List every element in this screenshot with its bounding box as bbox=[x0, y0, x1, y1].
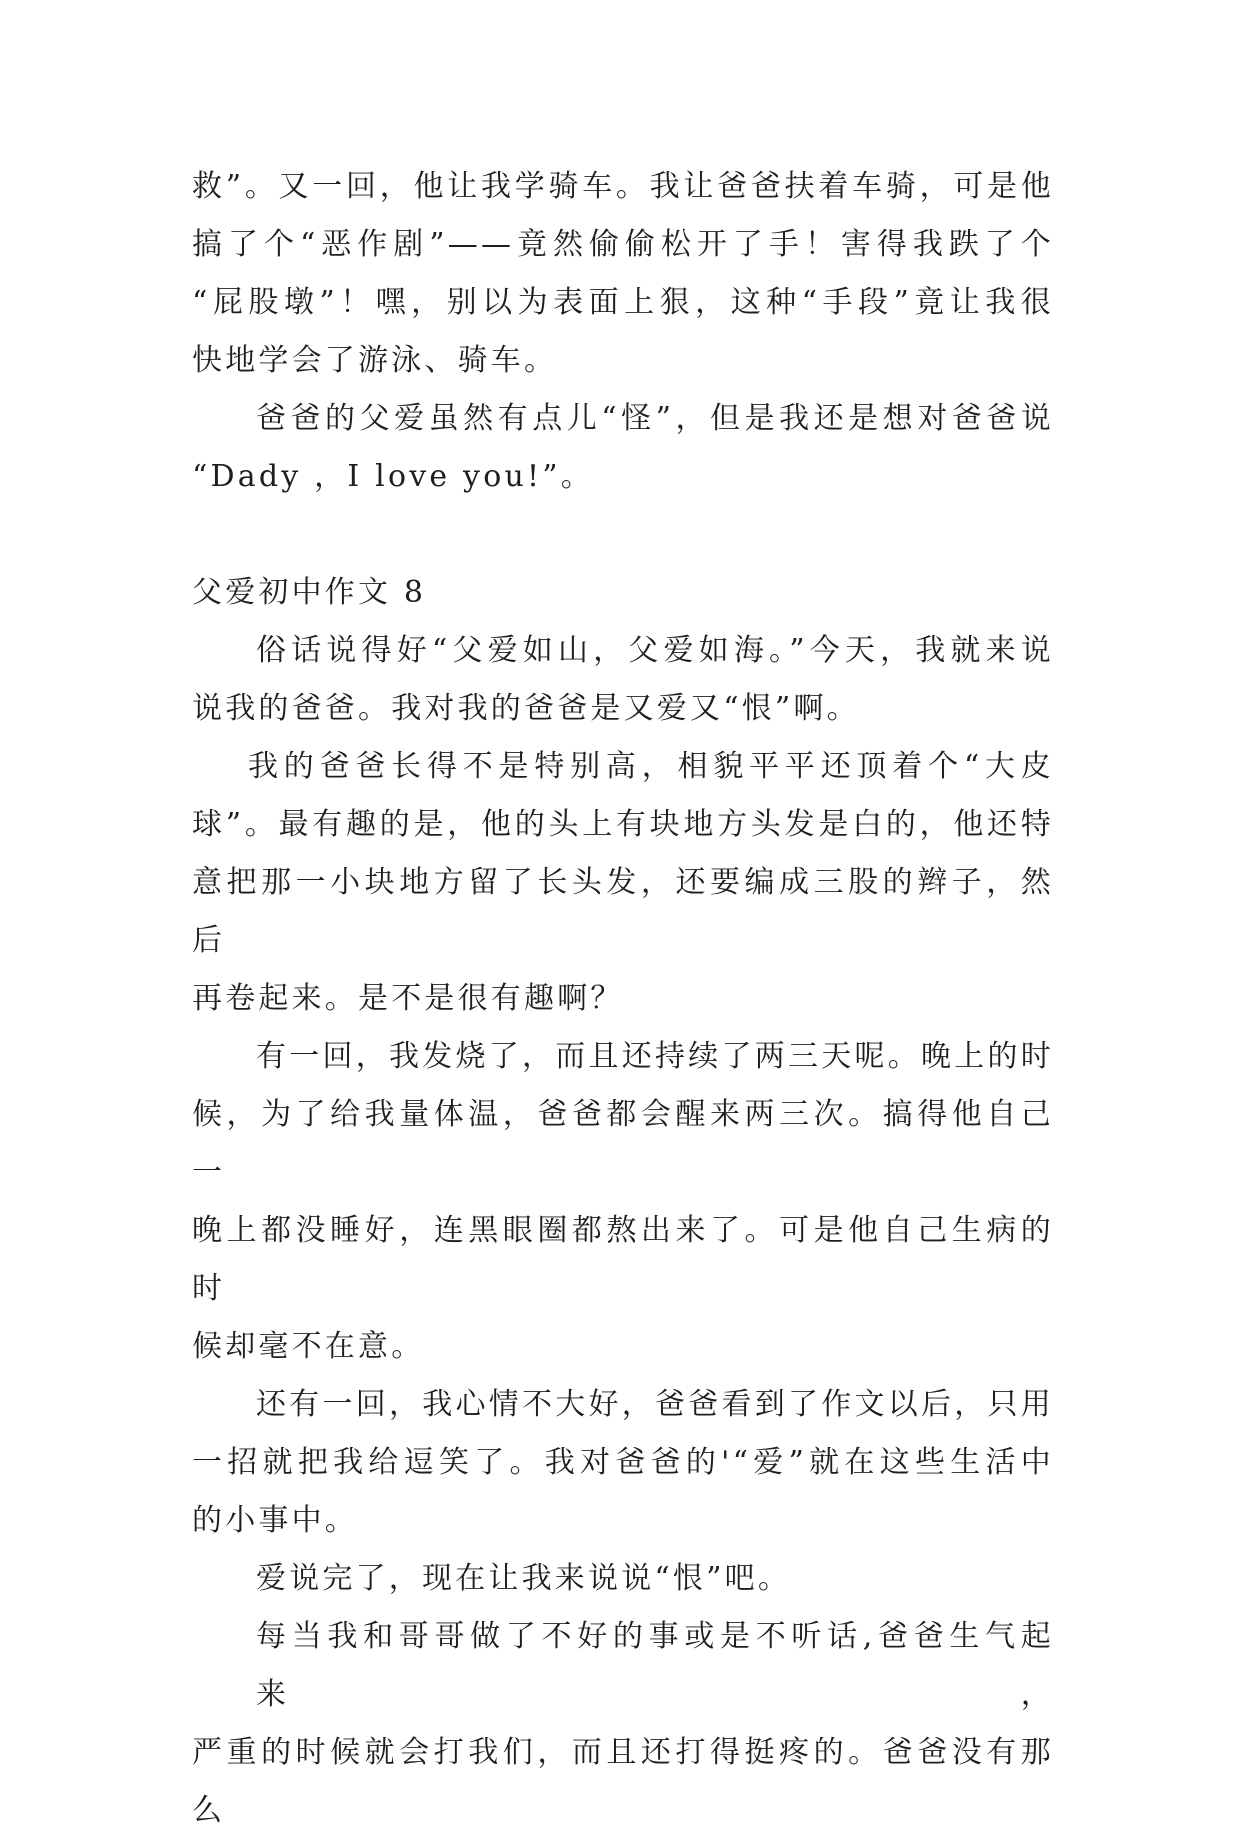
text-line: “Dady ，I love you!”。 bbox=[192, 459, 594, 494]
text-line: 一招就把我给逗笑了。我对爸爸的'“爱”就在这些生活中 bbox=[192, 1445, 1054, 1480]
text-line: 晚上都没睡好，连黑眼圈都熬出来了。可是他自己生病的时 bbox=[192, 1213, 1054, 1306]
paragraph bbox=[192, 390, 1054, 506]
text-line: 搞了个“恶作剧”——竟然偷偷松开了手！害得我跌了个 bbox=[192, 227, 1054, 262]
spacer bbox=[192, 506, 1054, 564]
paragraph bbox=[192, 1028, 1054, 1376]
text-line: 再卷起来。是不是很有趣啊？ bbox=[192, 981, 624, 1016]
text-line: 说我的爸爸。我对我的爸爸是又爱又“恨”啊。 bbox=[192, 691, 860, 726]
text-line: 球”。最有趣的是，他的头上有块地方头发是白的，他还特 bbox=[192, 807, 1054, 842]
text-line: 候却毫不在意。 bbox=[192, 1329, 425, 1364]
text-line: 有一回，我发烧了，而且还持续了两三天呢。晚上的时 bbox=[256, 1039, 1054, 1074]
text-line: 严重的时候就会打我们，而且还打得挺疼的。爸爸没有那么 bbox=[192, 1735, 1054, 1828]
text-line: 意把那一小块地方留了长头发，还要编成三股的辫子，然后 bbox=[192, 865, 1054, 958]
paragraph bbox=[192, 1376, 1054, 1550]
paragraph bbox=[192, 622, 1054, 738]
text-line: 爸爸的父爱虽然有点儿“怪”，但是我还是想对爸爸说 bbox=[256, 401, 1054, 436]
text-line: 的小事中。 bbox=[192, 1503, 358, 1538]
paragraph bbox=[192, 1550, 1054, 1608]
text-line: 我的爸爸长得不是特别高，相貌平平还顶着个“大皮 bbox=[248, 749, 1054, 784]
text-line: 俗话说得好“父爱如山，父爱如海。”今天，我就来说 bbox=[256, 633, 1054, 668]
paragraph bbox=[192, 1608, 1054, 1840]
text-line: 爱说完了，现在让我来说说“恨”吧。 bbox=[256, 1561, 792, 1596]
text-line: 还有一回，我心情不大好，爸爸看到了作文以后，只用 bbox=[256, 1387, 1054, 1422]
text-line: 每当我和哥哥做了不好的事或是不听话,爸爸生气起来， bbox=[256, 1619, 1054, 1712]
document-page bbox=[192, 158, 1054, 1840]
text-line: 快地学会了游泳、骑车。 bbox=[192, 343, 558, 378]
paragraph bbox=[192, 158, 1054, 390]
text-line: 救”。又一回，他让我学骑车。我让爸爸扶着车骑，可是他 bbox=[192, 169, 1054, 204]
paragraph bbox=[192, 738, 1054, 1028]
section-heading: 父爱初中作文 8 bbox=[192, 575, 427, 610]
text-line: 候，为了给我量体温，爸爸都会醒来两三次。搞得他自己一 bbox=[192, 1097, 1054, 1190]
text-line: “屁股墩”！嘿，别以为表面上狠，这种“手段”竟让我很 bbox=[192, 285, 1055, 320]
